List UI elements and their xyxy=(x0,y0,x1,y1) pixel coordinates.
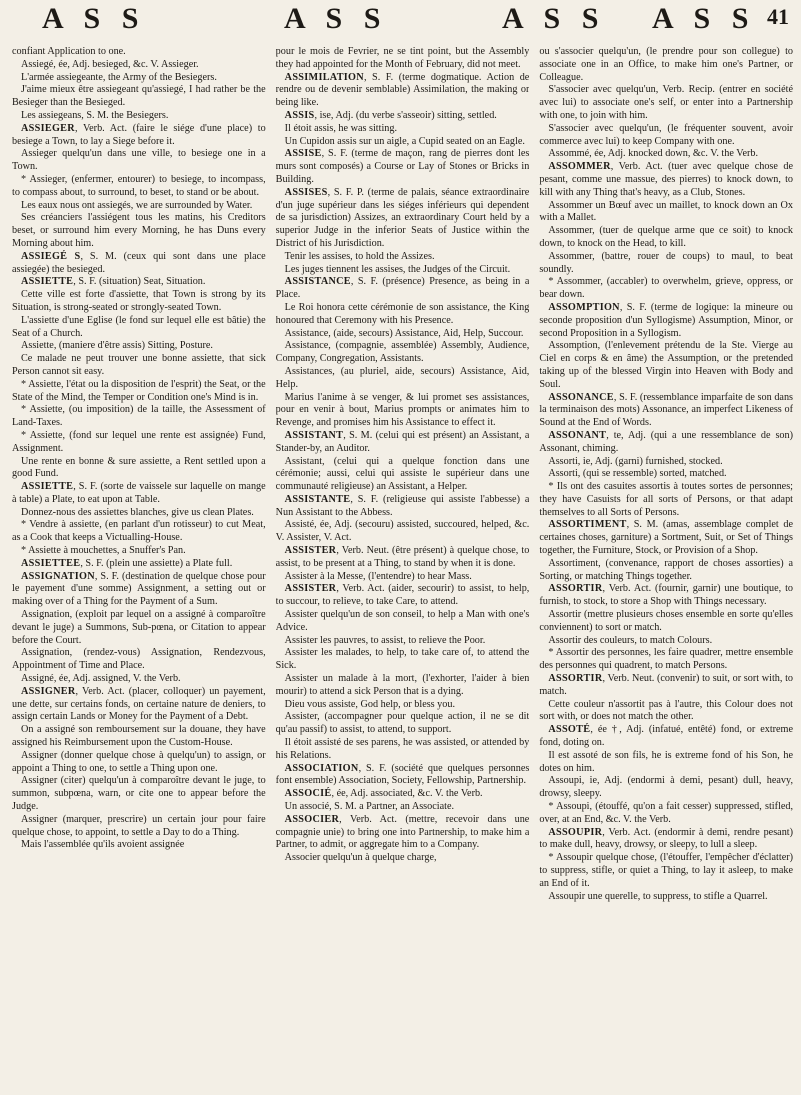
dictionary-entry: Associer quelqu'un à quelque charge, xyxy=(284,852,437,864)
dictionary-entry: * Assommer, (accabler) to overwhelm, grieve, oppress, or bear down. xyxy=(539,276,794,301)
dictionary-entry: Assister un malade à la mort, (l'exhorter, l'aider à bien mourir) to attend a sick Person that is a dying. xyxy=(275,673,530,697)
dictionary-entry: Assoupir une querelle, to suppress, to stifle a Quarrel. xyxy=(548,890,768,902)
text-columns xyxy=(12,46,793,1089)
dictionary-entry: Assommer, (tuer de quelque arme que ce soit) to knock down, to knock on the Head, to kill. xyxy=(539,225,794,249)
dictionary-entry: Il étoit assisté de ses parens, he was assisted, or attended by his Relations. xyxy=(275,737,530,761)
dictionary-entry: ASSISTER, Verb. Neut. (être présent) à quelque chose, to assist, to be present at a Thing, to stand by when it is done. xyxy=(275,545,530,569)
dictionary-entry: Assomption, (l'enlevement prétendu de la Ste. Vierge au Ciel en corps & en âme) the Assumption, or the pretended taking up of the blessed Virgin into Heaven with Body and Soul. xyxy=(539,340,794,390)
dictionary-entry: Assignation, (rendez-vous) Assignation, Rendezvous, Appointment of Time and Place. xyxy=(12,647,266,672)
dictionary-entry: Assister les pauvres, to assist, to relieve the Poor. xyxy=(284,634,486,646)
dictionary-entry: ASSIGNATION, S. F. (destination de quelque chose pour le payement d'une somme) Assignment, a setting out or making over of a Thing for the Payment of a Sum. xyxy=(12,570,266,608)
dictionary-entry: Assigné, ée, Adj. assigned, V. the Verb. xyxy=(21,673,181,685)
dictionary-entry: Assignation, (exploit par lequel on a assigné à comparoître devant le juge) a Summons, Sub-pœna, or Citation to appear before the Court. xyxy=(12,609,266,646)
dictionary-entry: pour le mois de Fevrier, ne se tint point, but the Assembly they had appointed for the Month of February, did not meet. xyxy=(275,46,530,70)
dictionary-entry: Assistance, (aide, secours) Assistance, Aid, Help, Succour. xyxy=(284,327,524,339)
dictionary-entry: Assister à la Messe, (l'entendre) to hear Mass. xyxy=(284,570,472,582)
dictionary-entry: Cette couleur n'assortit pas à l'autre, this Colour does not sort with, or does not match the other. xyxy=(539,698,794,723)
running-head: A S S xyxy=(42,2,146,35)
dictionary-entry: S'associer avec quelqu'un, (le fréquenter souvent, avoir commerce avec lui) to keep Company with one. xyxy=(539,122,794,147)
dictionary-entry: Cette ville est forte d'assiette, that Town is strong by its Situation, is strong-seated or strongly-seated Town. xyxy=(12,289,266,313)
dictionary-entry: Un associé, S. M. a Partner, an Associate. xyxy=(284,801,455,813)
dictionary-entry: ASSOCIER, Verb. Act. (mettre, recevoir dans une compagnie unie) to bring one into Partnership, to make him a Partner, to admit, or aggregate him to a Company. xyxy=(275,813,530,851)
dictionary-entry: ASSORTIMENT, S. M. (amas, assemblage complet de certaines choses, garniture) a Sortment, Suit, or Set of Things together, the Furniture, Stock, or Provision of a Shop. xyxy=(539,519,794,557)
dictionary-entry: ASSIETTE, S. F. (situation) Seat, Situation. xyxy=(21,276,206,288)
dictionary-entry: Assister quelqu'un de son conseil, to help a Man with one's Advice. xyxy=(275,609,530,633)
dictionary-entry: Assommer un Bœuf avec un maillet, to knock down an Ox with a Mallet. xyxy=(539,199,794,224)
dictionary-entry: Assortiment, (convenance, rapport de choses assorties) a Sorting, or matching Things together. xyxy=(539,557,794,582)
dictionary-entry: Il est assoté de son fils, he is extreme fond of his Son, he dotes on him. xyxy=(539,749,794,774)
dictionary-entry: ASSOUPIR, Verb. Act. (endormir à demi, rendre pesant) to make dull, heavy, drowsy, or sleepy, to lull a sleep. xyxy=(539,826,794,851)
dictionary-entry: ASSIGNER, Verb. Act. (placer, colloquer) un payement, une dette, sur certains fonds, on certaine nature de deniers, to assign certain Lands or Money for the Payment of a Debt. xyxy=(12,685,266,723)
dictionary-entry: ASSIETTE, S. F. (sorte de vaissele sur laquelle on mange à table) a Plate, to eat upon at Table. xyxy=(12,481,266,505)
dictionary-entry: L'armée assiegeante, the Army of the Besiegers. xyxy=(21,71,217,83)
dictionary-entry: ASSISTER, Verb. Act. (aider, secourir) to assist, to help, to succour, to relieve, to take Care, to attend. xyxy=(275,583,530,608)
dictionary-entry: Assigner (marquer, prescrire) un certain jour pour faire quelque chose, to appoint, to settle a Day to do a Thing. xyxy=(12,813,266,838)
dictionary-entry: Les eaux nous ont assiegés, we are surrounded by Water. xyxy=(21,199,253,211)
dictionary-entry: Ce malade ne peut trouver une bonne assiette, that sick Person cannot sit easy. xyxy=(12,353,266,377)
dictionary-entry: * Assiette, (ou imposition) de la taille, the Assessment of Land-Taxes. xyxy=(12,404,266,429)
dictionary-entry: Assommé, ée, Adj. knocked down, &c. V. the Verb. xyxy=(548,148,759,160)
dictionary-entry: ASSISE, S. F. (terme de maçon, rang de pierres dont les murs sont composés) a Course or Lay of Stones or Bricks in Building. xyxy=(275,148,530,185)
dictionary-entry: * Assoupir quelque chose, (l'étouffer, l'empêcher d'éclatter) to suppress, stifle, or quiet a Thing, to lay it asleep, to make an End of it. xyxy=(539,852,794,889)
dictionary-entry: ASSOMPTION, S. F. (terme de logique: la mineure ou seconde proposition d'un Syllogisme) Assumption, Minor, or second Proposition in a Syllogism. xyxy=(539,301,794,339)
dictionary-entry: Les assiegeans, S. M. the Besiegers. xyxy=(21,109,169,121)
dictionary-entry: Assieger quelqu'un dans une ville, to besiege one in a Town. xyxy=(12,148,266,173)
dictionary-entry: Assisté, ée, Adj. (secouru) assisted, succoured, helped, &c. V. Assister, V. Act. xyxy=(275,519,530,544)
column-left xyxy=(12,46,266,1089)
dictionary-entry: Assister les malades, to help, to take care of, to attend the Sick. xyxy=(275,647,530,672)
dictionary-entry: ASSIETTEE, S. F. (plein une assiette) a Plate full. xyxy=(21,557,233,569)
dictionary-entry: ASSOTÉ, ée †, Adj. (infatué, entêté) fond, or extreme fond, doting on. xyxy=(539,724,794,749)
dictionary-entry: Mais l'assemblée qu'ils avoient assignée xyxy=(21,839,185,851)
dictionary-entry: J'aime mieux être assiegeant qu'assiegé, I had rather be the Besieger than the Besieged. xyxy=(12,84,266,109)
dictionary-entry: Assortir (mettre plusieurs choses ensemble en sorte qu'elles conviennent) to sort or match. xyxy=(539,609,794,633)
dictionary-entry: Assommer, (battre, rouer de coups) to maul, to beat soundly. xyxy=(539,250,794,275)
running-head: A S S xyxy=(652,2,756,35)
dictionary-entry: ASSISTANCE, S. F. (présence) Presence, as being in a Place. xyxy=(275,276,530,301)
dictionary-entry: Assoupi, ie, Adj. (endormi à demi, pesant) dull, heavy, drowsy, sleepy. xyxy=(539,775,794,800)
dictionary-entry: ASSIS, ise, Adj. (du verbe s'asseoir) sitting, settled. xyxy=(284,109,497,121)
dictionary-entry: ASSOMMER, Verb. Act. (tuer avec quelque chose de pesant, comme une massue, des pierres) to knock down, to kill with any Thing that's heavy, as a Club, Stones. xyxy=(539,161,794,198)
dictionary-entry: ASSIEGER, Verb. Act. (faire le siége d'une place) to besiege a Town, to lay a Siege before it. xyxy=(12,122,266,147)
dictionary-entry: ASSIMILATION, S. F. (terme dogmatique. Action de rendre ou de devenir semblable) Assimilation, the making or being like. xyxy=(275,71,530,109)
dictionary-entry: Assigner (donner quelque chose à quelqu'un) to assign, or appoint a Thing to one, to settle a Thing upon one. xyxy=(12,749,266,774)
dictionary-entry: Assorti, ie, Adj. (garni) furnished, stocked. xyxy=(548,455,723,467)
dictionary-entry: On a assigné son remboursement sur la douane, they have assigned his Reimbursement upon the Custom-House. xyxy=(12,724,266,749)
dictionary-entry: ASSISES, S. F. P. (terme de palais, séance extraordinaire d'un juge supérieur dans les siéges inférieurs qui dependent de sa jurisdiction) Assizes, an extraordinary Court held by a superior Judge in the inferior Seats of Justice within the District of his Jurisdiction. xyxy=(275,186,530,249)
column-right xyxy=(539,46,793,1089)
dictionary-entry: Assistance, (compagnie, assemblée) Assembly, Audience, Company, Congregation, Assistants. xyxy=(275,340,530,365)
dictionary-entry: ASSONANCE, S. F. (ressemblance imparfaite de son dans la terminaison des mots) Assonance, an imperfect Likeness of Sound at the End of Words. xyxy=(539,391,794,429)
dictionary-entry: ASSONANT, te, Adj. (qui a une ressemblance de son) Assonant, chiming. xyxy=(539,429,794,454)
column-middle xyxy=(276,46,530,1089)
dictionary-entry: Tenir les assises, to hold the Assizes. xyxy=(284,250,435,262)
dictionary-entry: * Assieger, (enfermer, entourer) to besiege, to incompass, to compass about, to surround, to beset, to stand or be about. xyxy=(12,173,266,198)
dictionary-entry: Il étoit assis, he was sitting. xyxy=(284,122,398,134)
dictionary-entry: * Assiette, l'état ou la disposition de l'esprit) the Seat, or the State of the Mind, the Temper or Condition one's Mind is in. xyxy=(12,378,266,403)
dictionary-entry: * Assiette à mouchettes, a Snuffer's Pan. xyxy=(21,545,186,557)
dictionary-entry: L'assiette d'une Eglise (le fond sur lequel elle est bâtie) the Seat of a Church. xyxy=(12,314,266,339)
dictionary-entry: * Ils ont des casuites assortis à toutes sortes de personnes; they have Casuists for all sorts of Persons, or that adapt themselves to all Sorts of Persons. xyxy=(539,481,794,518)
dictionary-entry: Ses créanciers l'assiégent tous les matins, his Creditors beset, or surround him every Morning, he has Duns every Morning about him. xyxy=(12,212,266,249)
dictionary-entry: Assister, (accompagner pour quelque action, il ne se dit qu'au passif) to assist, to attend, to support. xyxy=(275,711,530,736)
dictionary-entry: Assiegé, ée, Adj. besieged, &c. V. Assieger. xyxy=(21,58,199,70)
dictionary-entry: Donnez-nous des assiettes blanches, give us clean Plates. xyxy=(21,506,254,518)
dictionary-entry: ou s'associer quelqu'un, (le prendre pour son collegue) to associate one in an Office, to make him one's Partner, or Colleague. xyxy=(539,46,794,83)
running-head: A S S xyxy=(284,2,388,35)
dictionary-entry: Marius l'anime à se venger, & lui promet ses assistances, pour en venir à bout, Marius prompts or animates him to Revenge, and promises him his Assistance to effect it. xyxy=(275,391,530,429)
dictionary-entry: ASSIEGÉ S, S. M. (ceux qui sont dans une place assiegée) the besieged. xyxy=(12,250,266,275)
dictionary-entry: Assistances, (au pluriel, aide, secours) Assistance, Aid, Help. xyxy=(275,365,530,390)
dictionary-entry: ASSOCIATION, S. F. (société que quelques personnes font ensemble) Association, Society, Fellowship, Partnership. xyxy=(275,762,530,787)
dictionary-entry: * Assiette, (fond sur lequel une rente est assignée) Fund, Assignment. xyxy=(12,429,266,454)
dictionary-entry: Assigner (citer) quelqu'un à comparoître devant le juge, to summon, subpœna, warn, or cite one to appear before the Judge. xyxy=(12,775,266,813)
dictionary-entry: ASSISTANTE, S. F. (religieuse qui assiste l'abbesse) a Nun Assistant to the Abbess. xyxy=(275,493,530,518)
dictionary-entry: Les juges tiennent les assises, the Judges of the Circuit. xyxy=(284,263,511,275)
dictionary-entry: ASSISTANT, S. M. (celui qui est présent) an Assistant, a Stander-by, an Auditor. xyxy=(275,429,530,454)
dictionary-entry: * Assoupi, (étouffé, qu'on a fait cesser) suppressed, stifled, over, at an End, &c. V. the Verb. xyxy=(539,801,794,825)
dictionary-entry: Une rente en bonne & sure assiette, a Rent settled upon a good Fund. xyxy=(12,455,266,480)
dictionary-entry: Assortir des couleurs, to match Colours. xyxy=(548,634,713,646)
dictionary-entry: Dieu vous assiste, God help, or bless you. xyxy=(284,698,456,710)
dictionary-entry: * Assortir des personnes, les faire quadrer, mettre ensemble des personnes qui quadrent, to match Persons. xyxy=(539,647,794,672)
dictionary-entry: S'associer avec quelqu'un, Verb. Recip. (entrer en société avec lui) to associate one's self, or enter into a Partnership with one, to join with him. xyxy=(539,84,794,121)
dictionary-entry: Un Cupidon assis sur un aigle, a Cupid seated on an Eagle. xyxy=(284,135,525,147)
dictionary-entry: ASSORTIR, Verb. Act. (fournir, garnir) une boutique, to furnish, to stock, to store a Shop with Things necessary. xyxy=(539,583,794,608)
page-number: 41 xyxy=(767,4,789,29)
dictionary-entry: ASSORTIR, Verb. Neut. (convenir) to suit, or sort with, to match. xyxy=(539,673,794,697)
dictionary-entry: * Vendre à assiette, (en parlant d'un rotisseur) to cut Meat, as a Cook that keeps a Victualling-House. xyxy=(12,519,266,544)
dictionary-entry: Assiette, (maniere d'être assis) Sitting, Posture. xyxy=(21,340,213,352)
dictionary-entry: Assistant, (celui qui a quelque fonction dans une cérémonie; aussi, celui qui assiste le supérieur dans une communauté religieuse) an Assistant, a Helper. xyxy=(275,455,530,493)
dictionary-entry: confiant Application to one. xyxy=(12,46,126,57)
page-header xyxy=(12,0,793,44)
dictionary-entry: ASSOCIÉ, ée, Adj. associated, &c. V. the Verb. xyxy=(284,788,483,800)
running-head: A S S xyxy=(502,2,606,35)
dictionary-entry: Le Roi honora cette cérémonie de son assistance, the King honoured that Ceremony with his Presence. xyxy=(275,301,530,326)
dictionary-entry: Assorti, (qui se ressemble) sorted, matched. xyxy=(548,468,727,480)
